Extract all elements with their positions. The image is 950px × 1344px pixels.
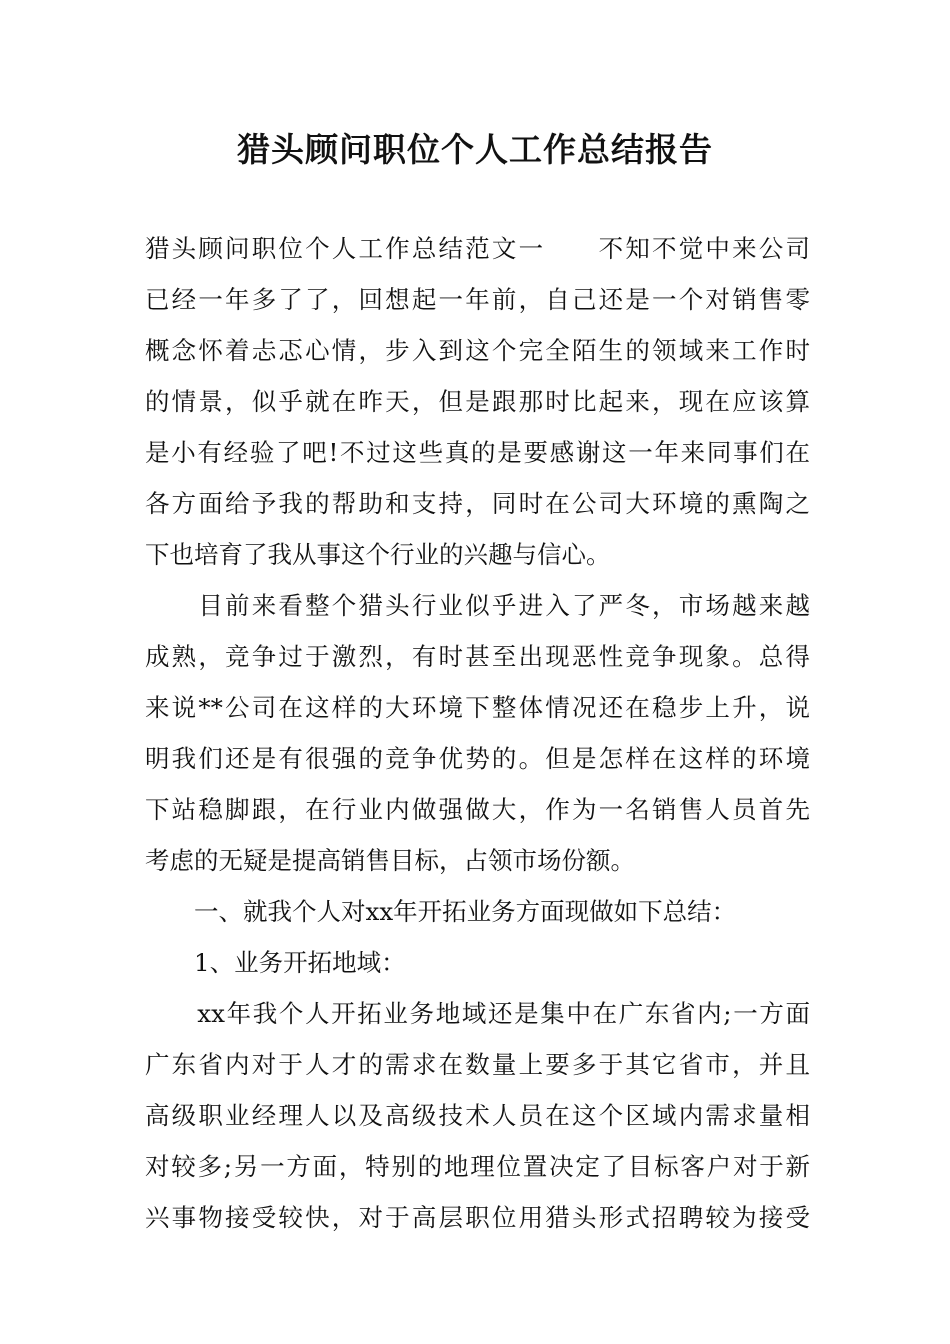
text-line: 概念怀着忐忑心情，步入到这个完全陌生的领域来工作时 — [145, 336, 810, 365]
text-line: 考虑的无疑是提高销售目标，占领市场份额。 — [145, 846, 635, 875]
text-line: 来说**公司在这样的大环境下整体情况还在稳步上升，说 — [145, 693, 810, 722]
text-line: xx年我个人开拓业务地域还是集中在广东省内;一方面 — [145, 999, 810, 1028]
text-line: 下站稳脚跟，在行业内做强做大，作为一名销售人员首先 — [145, 795, 810, 824]
text-line: 对较多;另一方面，特别的地理位置决定了目标客户对于新 — [145, 1152, 810, 1181]
text-line: 是小有经验了吧!不过这些真的是要感谢这一年来同事们在 — [145, 438, 810, 467]
text-line: 高级职业经理人以及高级技术人员在这个区域内需求量相 — [145, 1101, 810, 1130]
text-line: 兴事物接受较快，对于高层职位用猎头形式招聘较为接受 — [145, 1203, 810, 1232]
text-line: 目前来看整个猎头行业似乎进入了严冬，市场越来越 — [145, 591, 810, 620]
text-line: 成熟，竞争过于激烈，有时甚至出现恶性竞争现象。总得 — [145, 642, 810, 671]
text-line: 下也培育了我从事这个行业的兴趣与信心。 — [145, 540, 611, 569]
text-line: 已经一年多了了，回想起一年前，自己还是一个对销售零 — [145, 285, 810, 314]
text-line: 1、业务开拓地域： — [145, 948, 406, 977]
text-line: 猎头顾问职位个人工作总结范文一 不知不觉中来公司 — [145, 234, 810, 263]
text-line: 明我们还是有很强的竞争优势的。但是怎样在这样的环境 — [145, 744, 810, 773]
text-line: 的情景，似乎就在昨天，但是跟那时比起来，现在应该算 — [145, 387, 810, 416]
document-body — [145, 223, 810, 1243]
text-line: 广东省内对于人才的需求在数量上要多于其它省市，并且 — [145, 1050, 810, 1079]
document-title: 猎头顾问职位个人工作总结报告 — [237, 130, 713, 169]
text-line: 各方面给予我的帮助和支持，同时在公司大环境的熏陶之 — [145, 489, 810, 518]
text-line: 一、就我个人对xx年开拓业务方面现做如下总结： — [145, 897, 737, 926]
